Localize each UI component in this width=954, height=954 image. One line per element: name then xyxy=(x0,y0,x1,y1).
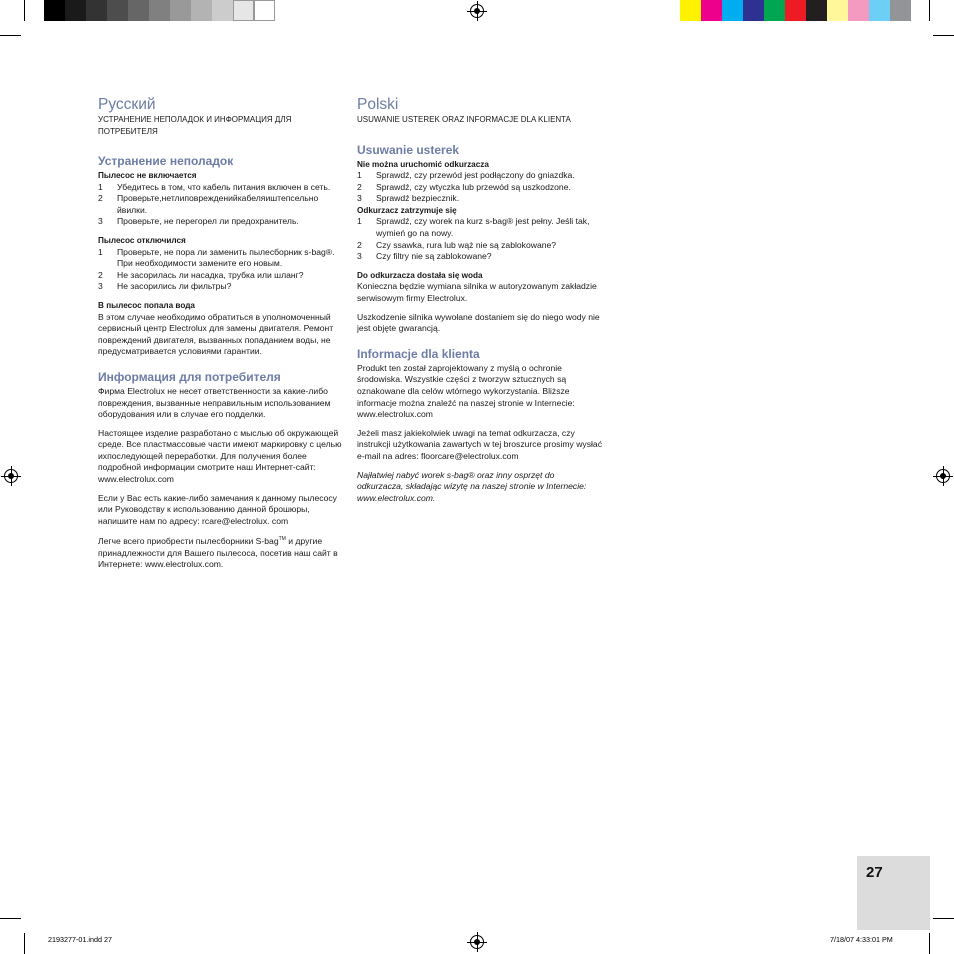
color-swatch xyxy=(785,0,806,21)
problem-title: Do odkurzacza dostała się woda xyxy=(357,270,483,280)
paragraph: Если у Вас есть какие-либо замечания к данному пылесосу или Руководству к использованию данной брошюры, напишите нам по адресу: rcare@electrolux. com xyxy=(98,492,337,526)
problem-title: Пылесос не включается xyxy=(98,171,197,180)
color-swatch xyxy=(44,0,65,21)
color-swatch xyxy=(827,0,848,21)
color-swatch xyxy=(680,0,701,21)
color-swatch xyxy=(191,0,212,21)
color-swatch xyxy=(128,0,149,21)
check-list xyxy=(357,216,602,262)
color-swatch xyxy=(848,0,869,21)
troubleshooting-heading: Устранение неполадок xyxy=(98,154,234,168)
section-subtitle: USUWANIE USTEREK ORAZ INFORMACJE DLA KLIENTA xyxy=(357,115,571,124)
crop-mark xyxy=(929,933,930,954)
paragraph: Konieczna będzie wymiana silnika w autoryzowanym zakładzie serwisowym firmy Electrolux. xyxy=(357,281,597,304)
color-swatch xyxy=(743,0,764,21)
paragraph: Фирма Electrolux не несет ответственности за какие-либо повреждения, вызванные неправильным использованием оборудования или в случае его подделки. xyxy=(98,385,331,420)
section-subtitle: УСТРАНЕНИЕ НЕПОЛАДОК И ИНФОРМАЦИЯ ДЛЯ ПОТРЕБИТЕЛЯ xyxy=(98,115,292,136)
paragraph: Легче всего приобрести пылесборники S-bag™ и другие принадлежности для Вашего пылесоса, посетив наш сайт в Интернете: www.electrolux.com. xyxy=(98,536,338,570)
crop-mark xyxy=(0,918,21,919)
list-item: 1 Sprawdź, czy worek na kurz s-bag® jest pełny. Jeśli tak, wymień go na nowy. xyxy=(357,216,590,239)
footer-date: 7/18/07 4:33:01 PM xyxy=(830,935,893,944)
page-number-tab xyxy=(857,856,930,930)
list-item: 1 Убедитесь в том, что кабель питания включен в сеть. xyxy=(98,181,331,192)
section-title: Polski xyxy=(357,96,399,113)
paragraph: Jeżeli masz jakiekolwiek uwagi na temat odkurzacza, czy instrukcji użytkowania zawartych w tej broszurce prosimy wysłać e-mail na adres: floorcare@electrolux.com xyxy=(357,427,602,461)
list-item: 3 Проверьте, не перегорел ли предохранитель. xyxy=(98,216,299,227)
color-swatch xyxy=(86,0,107,21)
crop-mark xyxy=(24,0,25,21)
registration-mark-icon xyxy=(470,935,484,949)
list-item: 2 Не засорилась ли насадка, трубка или шланг? xyxy=(98,269,304,280)
russian-column xyxy=(98,96,343,578)
problem-title: Пылесос отключился xyxy=(98,235,186,245)
color-swatch xyxy=(869,0,890,21)
paragraph: Produkt ten został zaprojektowany z myślą o ochronie środowiska. Wszystkie części z tworzyw sztucznych są oznakowane dla celów wtórnego wykorzystania. Bliższe informacje można znaleźć na naszej stronie w Internecie: www.electrolux.com xyxy=(357,362,575,420)
consumer-info-heading: Informacje dla klienta xyxy=(357,346,480,361)
check-list xyxy=(98,247,343,293)
consumer-info-heading: Информация для потребителя xyxy=(98,369,281,384)
color-swatch xyxy=(254,0,275,21)
problem-title: Odkurzacz zatrzymuje się xyxy=(357,205,457,215)
crop-mark xyxy=(929,0,930,21)
color-swatch xyxy=(170,0,191,21)
color-swatch xyxy=(764,0,785,21)
color-swatch xyxy=(65,0,86,21)
polish-column xyxy=(357,96,602,511)
list-item: 2 Проверьте,нетлиповрежденийкабеляиштепсельно йвилки. xyxy=(98,193,319,215)
crop-mark xyxy=(933,918,954,919)
color-swatch xyxy=(212,0,233,21)
registration-mark-icon xyxy=(936,469,950,483)
problem-title: В пылесос попала вода xyxy=(98,300,195,310)
list-item: 3 Czy filtry nie są zablokowane? xyxy=(357,251,492,262)
color-swatch xyxy=(806,0,827,21)
list-item: 2 Sprawdź, czy wtyczka lub przewód są uszkodzone. xyxy=(357,181,571,192)
paragraph: Najłatwiej nabyć worek s-bag® oraz inny osprzęt do odkurzacza, składając wizytę na naszej stronie w Internecie: www.electrolux.com. xyxy=(357,469,587,503)
color-swatch xyxy=(722,0,743,21)
page-number: 27 xyxy=(866,864,883,881)
troubleshooting-heading: Usuwanie usterek xyxy=(357,142,460,157)
color-swatch xyxy=(107,0,128,21)
crop-mark xyxy=(0,35,21,36)
paragraph: Uszkodzenie silnika wywołane dostaniem się do niego wody nie jest objęte gwarancją. xyxy=(357,311,600,334)
paragraph: В этом случае необходимо обратиться в уполномоченный сервисный центр Electrolux для замены двигателя. Ремонт повреждений двигателя, вызванных попаданием воды, не предусматривается условиями гарантии. xyxy=(98,311,334,357)
color-swatch xyxy=(890,0,911,21)
list-item: 2 Czy ssawka, rura lub wąż nie są zablokowane? xyxy=(357,239,557,250)
list-item: 1 Sprawdź, czy przewód jest podłączony do gniazdka. xyxy=(357,170,575,181)
registration-mark-icon xyxy=(4,469,18,483)
color-swatch xyxy=(233,0,254,21)
paragraph: Настоящее изделие разработано с мыслью об окружающей среде. Все пластмассовые части имеют маркировку с целью ихпоследующей переработки. Для получения более подробной информации смотрите наш Интернет-сайт: www.electrolux.com xyxy=(98,427,342,485)
check-list xyxy=(357,170,602,205)
list-item: 3 Не засорились ли фильтры? xyxy=(98,281,232,292)
section-title: Русский xyxy=(98,96,156,113)
color-swatch xyxy=(149,0,170,21)
check-list xyxy=(98,182,343,228)
footer-file-name: 2193277-01.indd 27 xyxy=(48,935,112,944)
problem-title: Nie można uruchomić odkurzacza xyxy=(357,159,489,169)
list-item: 1 Проверьте, не пора ли заменить пылесборник s-bag®. При необходимости замените его новым. xyxy=(98,246,335,269)
list-item: 3 Sprawdź bezpiecznik. xyxy=(357,193,460,204)
registration-mark-icon xyxy=(470,4,484,18)
crop-mark xyxy=(24,933,25,954)
crop-mark xyxy=(933,35,954,36)
color-swatch xyxy=(701,0,722,21)
